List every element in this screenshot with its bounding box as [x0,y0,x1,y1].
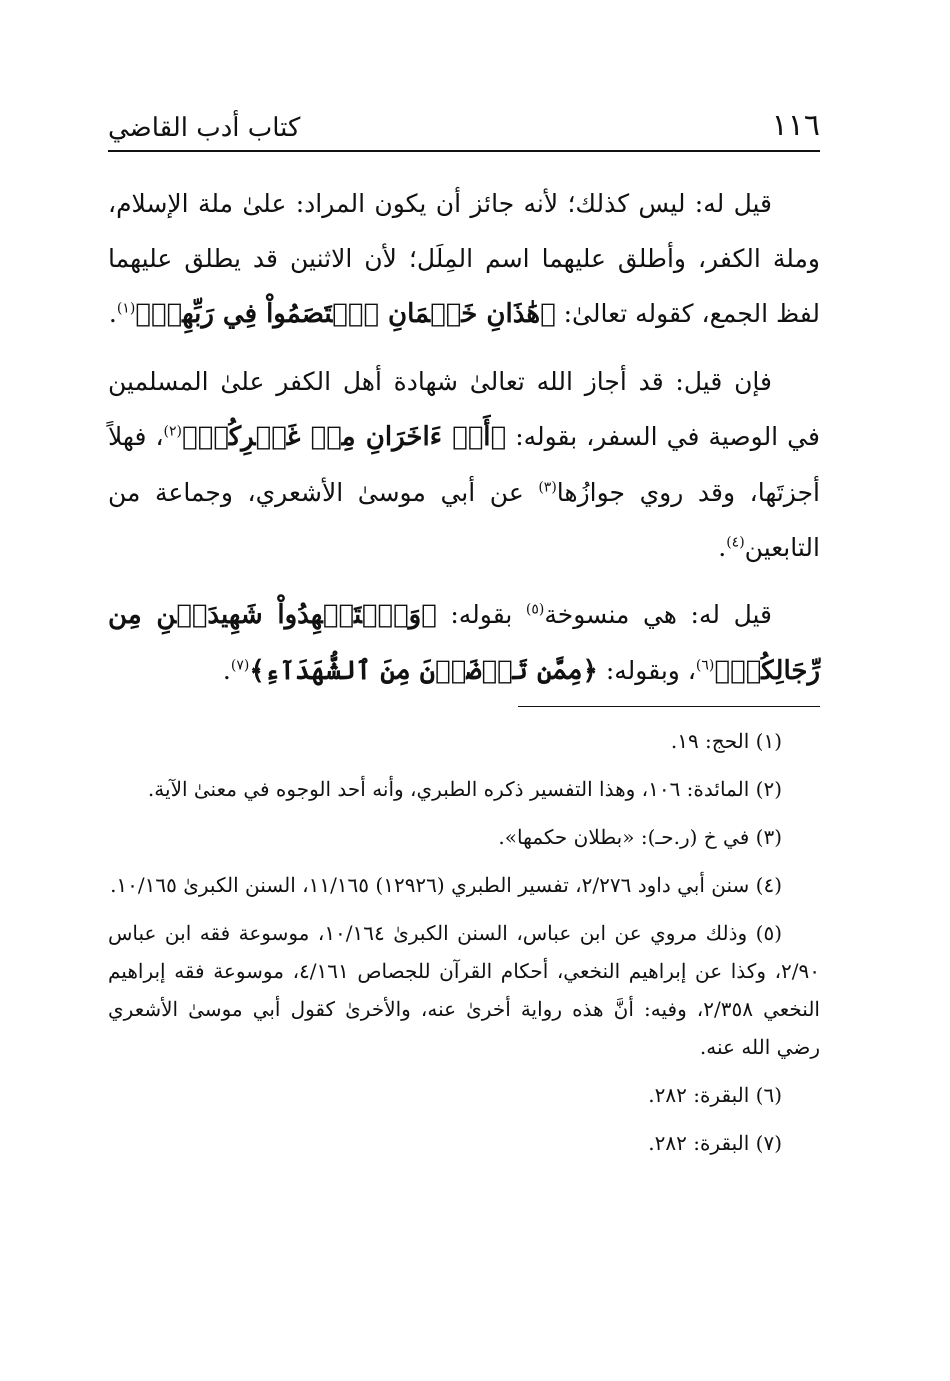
footnote-ref: (٦) [695,657,715,674]
text: بقوله: [436,600,526,629]
footnote-5: (٥) وذلك مروي عن ابن عباس، السنن الكبرىٰ ١٠/١٦٤، موسوعة فقه ابن عباس ٢/٩٠، وكذا عن إبراهيم النخعي، أحكام القرآن للجصاص ٤/١٦١، موسوعة فقه إبراهيم النخعي ٢/٣٥٨، وفيه: أنَّ هذه رواية أخرىٰ عنه، والأخرىٰ كقول أبي موسىٰ الأشعري رضي الله عنه. [108,921,820,1059]
footnote-ref: (٢) [163,423,182,440]
footnote-6: (٦) البقرة: ٢٨٢. [648,1083,782,1107]
paragraph-3 [108,587,820,699]
running-title: كتاب أدب القاضي [108,113,301,143]
footnote-ref: (٧) [230,657,250,674]
text: . [222,656,231,685]
footnote-divider [518,706,820,707]
text: قيل له: ليس كذلك؛ لأنه جائز أن يكون المراد: علىٰ ملة الإسلام، وملة الكفر، وأطلق عليهما اسم المِلَل؛ لأن الاثنين قد يطلق عليهما لفظ الجمع، كقوله تعالىٰ: [108,189,820,328]
paragraph-2 [108,354,820,575]
text: عن أبي موسىٰ الأشعري، وجماعة من التابعين [108,478,820,562]
footnote-7: (٧) البقرة: ٢٨٢. [648,1131,782,1155]
footnote-4: (٤) سنن أبي داود ٢/٢٧٦، تفسير الطبري (١٢٩٢٦) ١١/١٦٥، السنن الكبرىٰ ١٠/١٦٥. [110,873,782,897]
footnote-1: (١) الحج: ١٩. [670,729,782,753]
text: قيل له: هي منسوخة [544,600,773,629]
footnote-ref: (٣) [538,479,557,496]
page-header [108,102,820,152]
footnote-ref: (١) [116,300,136,317]
page-number: ١١٦ [771,108,820,143]
paragraph-1 [108,176,820,342]
text: فإن قيل: قد أجاز الله تعالىٰ شهادة أهل الكفر علىٰ المسلمين في الوصية في السفر، بقوله: [108,367,820,451]
text: . [718,533,727,562]
quran-verse: ﴿وَٱسۡتَشۡهِدُواْ شَهِيدَيۡنِ مِن رِّجَالِكُمۡ﴾ [108,600,820,686]
quran-verse: ﴿هَٰذَانِ خَصۡمَانِ ٱخۡتَصَمُواْ فِي رَبِّهِمۡ﴾ [135,299,556,329]
footnote-2: (٢) المائدة: ١٠٦، وهذا التفسير ذكره الطبري، وأنه أحد الوجوه في معنىٰ الآية. [147,777,782,801]
quran-verse: ﴿مِمَّن تَرۡضَوۡنَ مِنَ ٱلشُّهَدَآءِ﴾ [249,656,598,686]
text: . [108,299,117,328]
footnote-ref: (٤) [726,534,745,551]
text: ، وبقوله: [597,656,696,685]
footnote-ref: (٥) [525,601,545,618]
footnote-3: (٣) في خ (ر.حـ): «بطلان حكمها». [498,825,782,849]
text: ، فهلاً أجزتَها، وقد روي جوازُها [108,422,820,507]
quran-verse: ﴿أَوۡ ءَاخَرَانِ مِنۡ غَيۡرِكُمۡ﴾ [181,422,507,452]
main-text [108,176,820,711]
footnotes [108,722,820,1172]
